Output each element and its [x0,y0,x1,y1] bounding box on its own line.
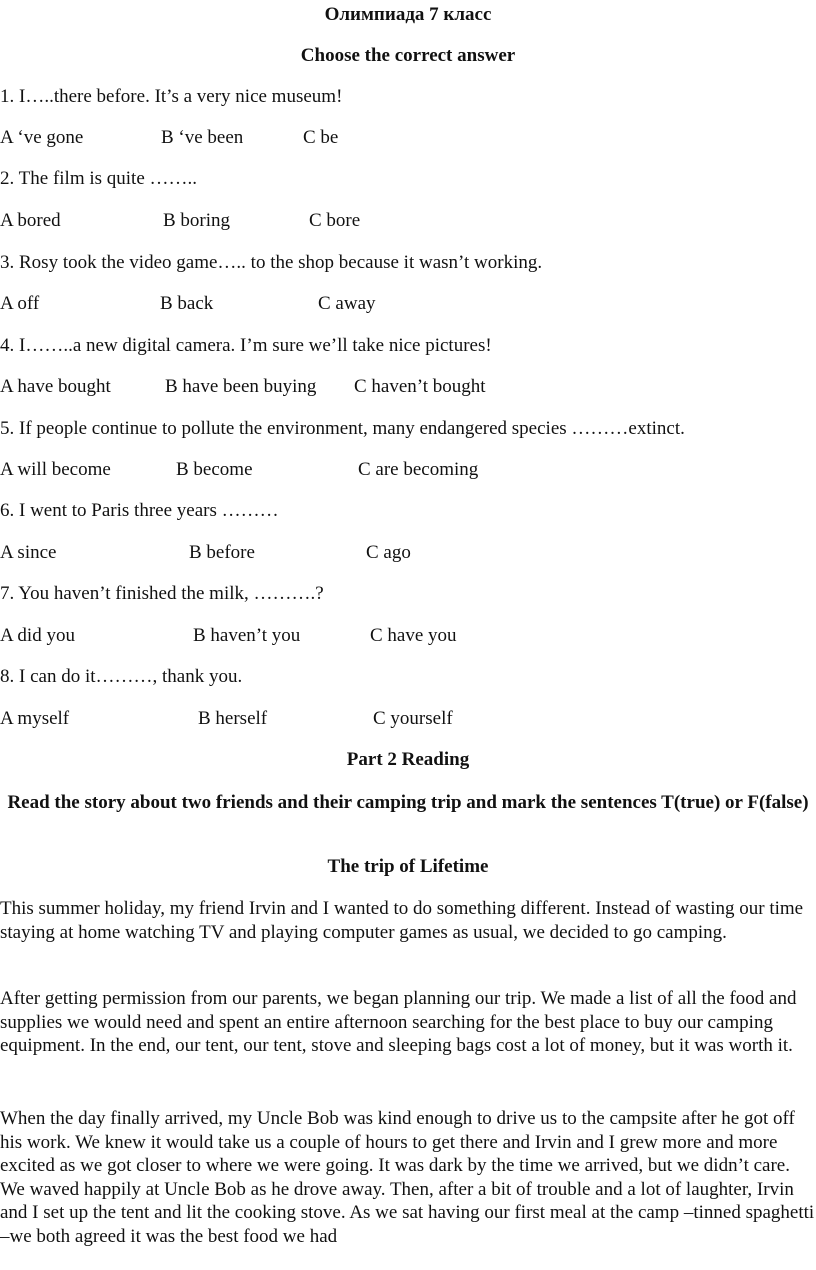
question-4: 4. I……..a new digital camera. I’m sure we’ll take nice pictures! [0,335,492,356]
q6-option-c: C ago [366,542,411,563]
section-subtitle: Choose the correct answer [300,45,516,66]
story-title: The trip of Lifetime [327,856,489,877]
story-paragraph-2: After getting permission from our parents, we began planning our trip. We made a list of all the food and supplies we would need and spent an entire afternoon searching for the best place to buy our camping equipment. In the end, our tent, our tent, stove and sleeping bags cost a lot of money, but it was worth it. [0,988,797,1056]
q3-option-a: A off [0,293,40,314]
q2-option-a: A bored [0,210,61,231]
q4-option-b: B have been buying [165,376,317,397]
question-5: 5. If people continue to pollute the environment, many endangered species ………extinct. [0,418,685,439]
q3-option-b: B back [160,293,214,314]
question-3: 3. Rosy took the video game….. to the shop because it wasn’t working. [0,252,543,273]
q3-option-c: C away [318,293,376,314]
q7-option-c: C have you [370,625,457,646]
q8-option-c: C yourself [373,708,453,729]
q8-option-a: A myself [0,708,70,729]
q4-option-a: A have bought [0,376,111,397]
q2-option-c: C bore [309,210,361,231]
q6-option-b: B before [189,542,255,563]
q6-option-a: A since [0,542,57,563]
q5-option-a: A will become [0,459,111,480]
q5-option-b: B become [176,459,253,480]
question-2: 2. The film is quite …….. [0,168,198,189]
story-paragraph-1: This summer holiday, my friend Irvin and I wanted to do something different. Instead of wasting our time staying at home watching TV and playing computer games as usual, we decided to go camping. [0,898,804,943]
q7-option-b: B haven’t you [193,625,301,646]
question-1: 1. I…..there before. It’s a very nice museum! [0,86,343,107]
story-paragraph-3: When the day finally arrived, my Uncle Bob was kind enough to drive us to the campsite after he got off his work. We knew it would take us a couple of hours to get there and Irvin and I grew more and more excited as we got closer to where we were going. It was dark by the time we arrived, but we didn’t care. We waved happily at Uncle Bob as he drove away. Then, after a bit of trouble and a lot of laughter, Irvin and I set up the tent and lit the cooking stove. As we sat having our first meal at the camp –tinned spaghetti –we both agreed it was the best food we had [0,1108,815,1247]
q1-option-b: B ‘ve been [161,127,244,148]
q2-option-b: B boring [163,210,231,231]
question-6: 6. I went to Paris three years ……… [0,500,279,521]
q4-option-c: C haven’t bought [354,376,486,397]
q7-option-a: A did you [0,625,75,646]
page-title: Олимпиада 7 класс [324,4,492,25]
part2-instruction: Read the story about two friends and their camping trip and mark the sentences T(true) or F(false) [7,792,809,813]
q8-option-b: B herself [198,708,268,729]
part2-heading: Part 2 Reading [346,749,470,770]
q1-option-c: C be [303,127,339,148]
question-7: 7. You haven’t finished the milk, ……….? [0,583,324,604]
q1-option-a: A ‘ve gone [0,127,84,148]
question-8: 8. I can do it………, thank you. [0,666,243,687]
q5-option-c: C are becoming [358,459,479,480]
